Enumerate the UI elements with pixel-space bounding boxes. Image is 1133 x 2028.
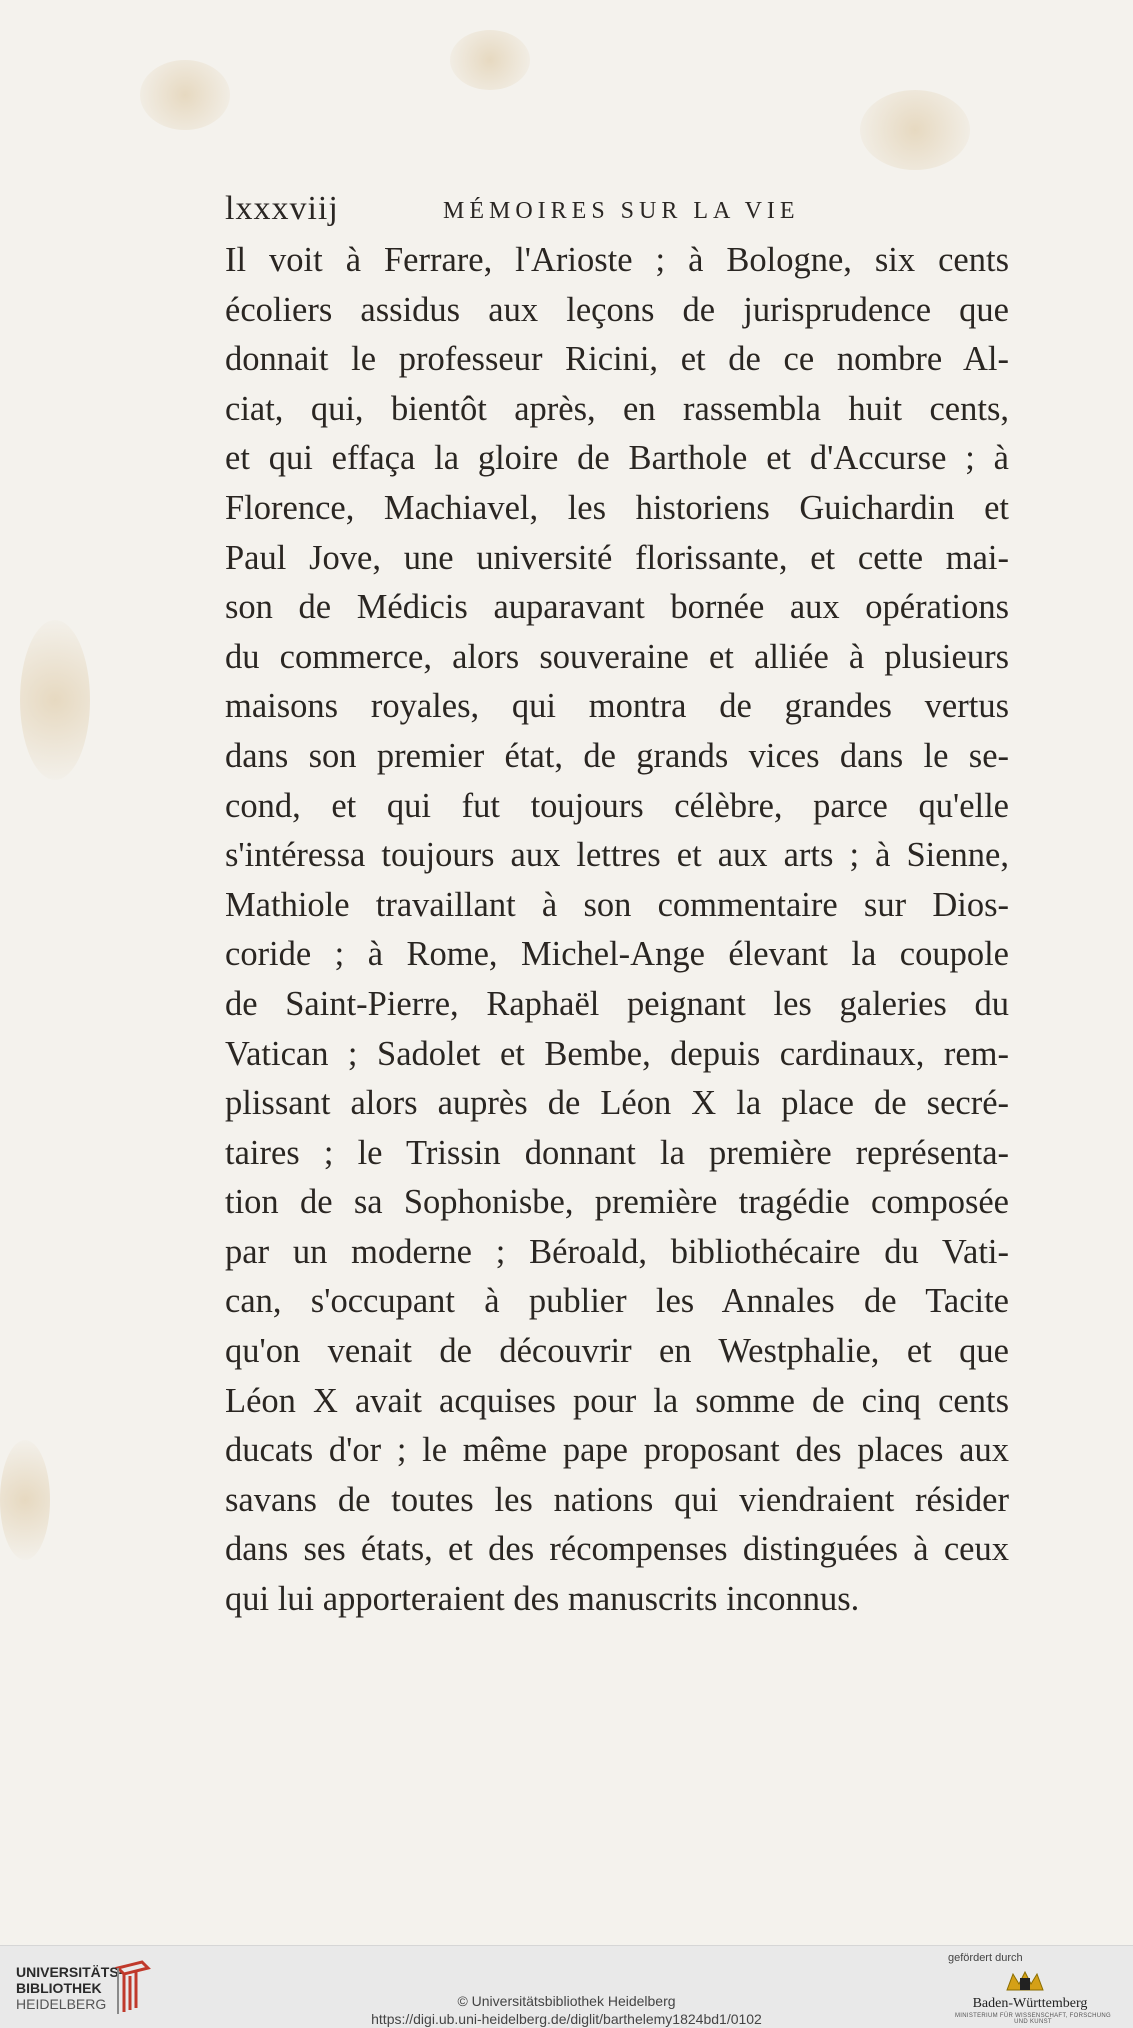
text-line: par un moderne ; Béroald, bibliothécaire du Vati-	[225, 1232, 1009, 1271]
page-header	[225, 190, 1015, 230]
foxing-stain	[450, 30, 530, 90]
foxing-stain	[20, 620, 90, 780]
text-line: plissant alors auprès de Léon X la place de secré-	[225, 1084, 1009, 1123]
text-line: dans son premier état, de grands vices dans le se-	[225, 736, 1009, 775]
library-name-line: UNIVERSITÄTS-	[16, 1964, 124, 1980]
copyright-text: © Universitätsbibliothek Heidelberg	[457, 1993, 676, 2009]
text-line: Paul Jove, une université florissante, et cette mai-	[225, 538, 1009, 577]
funding-label: gefördert durch	[948, 1952, 1023, 1964]
text-line: son de Médicis auparavant bornée aux opérations	[225, 588, 1009, 627]
text-line: et qui effaça la gloire de Barthole et d'Accurse ; à	[225, 439, 1009, 478]
library-name-line: HEIDELBERG	[16, 1996, 107, 2012]
text-line: du commerce, alors souveraine et alliée à plusieurs	[225, 637, 1009, 676]
foxing-stain	[0, 1440, 50, 1560]
text-line: taires ; le Trissin donnant la première représenta-	[225, 1133, 1009, 1172]
library-name-line: BIBLIOTHEK	[16, 1980, 102, 1996]
text-line: donnait le professeur Ricini, et de ce nombre Al-	[225, 340, 1009, 379]
permalink[interactable]: https://digi.ub.uni-heidelberg.de/diglit/barthelemy1824bd1/0102	[371, 2011, 762, 2027]
text-line: Vatican ; Sadolet et Bembe, depuis cardinaux, rem-	[225, 1034, 1009, 1073]
foxing-stain	[140, 60, 230, 130]
foxing-stain	[860, 90, 970, 170]
body-text	[225, 236, 1009, 1625]
text-line: de Saint-Pierre, Raphaël peignant les galeries du	[225, 984, 1009, 1023]
text-line: can, s'occupant à publier les Annales de Tacite	[225, 1282, 1009, 1321]
text-line: ducats d'or ; le même pape proposant des places aux	[225, 1431, 1009, 1470]
text-line: dans ses états, et des récompenses distinguées à ceux	[225, 1530, 1009, 1569]
text-line: coride ; à Rome, Michel-Ange élevant la coupole	[225, 935, 1009, 974]
text-line: Léon X avait acquises pour la somme de cinq cents	[225, 1381, 1009, 1420]
text-line: ciat, qui, bientôt après, en rassembla huit cents,	[225, 389, 1009, 428]
viewer-footer	[0, 1945, 1133, 2028]
text-line: qu'on venait de découvrir en Westphalie, et que	[225, 1332, 1009, 1371]
text-line: savans de toutes les nations qui viendraient résider	[225, 1480, 1009, 1519]
text-line: qui lui apporteraient des manuscrits inconnus.	[225, 1580, 860, 1619]
running-title: MÉMOIRES SUR LA VIE	[443, 198, 800, 224]
funder-name: Baden-Württemberg	[972, 1996, 1088, 2011]
page-number: lxxxviij	[225, 190, 339, 227]
text-line: cond, et qui fut toujours célèbre, parce qu'elle	[225, 786, 1009, 825]
text-line: maisons royales, qui montra de grandes vertus	[225, 687, 1009, 726]
text-line: s'intéressa toujours aux lettres et aux arts ; à Sienne,	[225, 836, 1009, 875]
text-line: écoliers assidus aux leçons de jurisprudence que	[225, 290, 1009, 329]
text-line: Mathiole travaillant à son commentaire sur Dios-	[225, 885, 1009, 924]
baden-wuerttemberg-crest-icon	[1003, 1968, 1047, 1994]
text-line: tion de sa Sophonisbe, première tragédie composée	[225, 1183, 1009, 1222]
text-line: Florence, Machiavel, les historiens Guichardin et	[225, 488, 1009, 527]
funder-ministry: MINISTERIUM FÜR WISSENSCHAFT, FORSCHUNG UND KUNST	[954, 2013, 1112, 2025]
text-line: Il voit à Ferrare, l'Arioste ; à Bologne, six cents	[225, 241, 1009, 279]
